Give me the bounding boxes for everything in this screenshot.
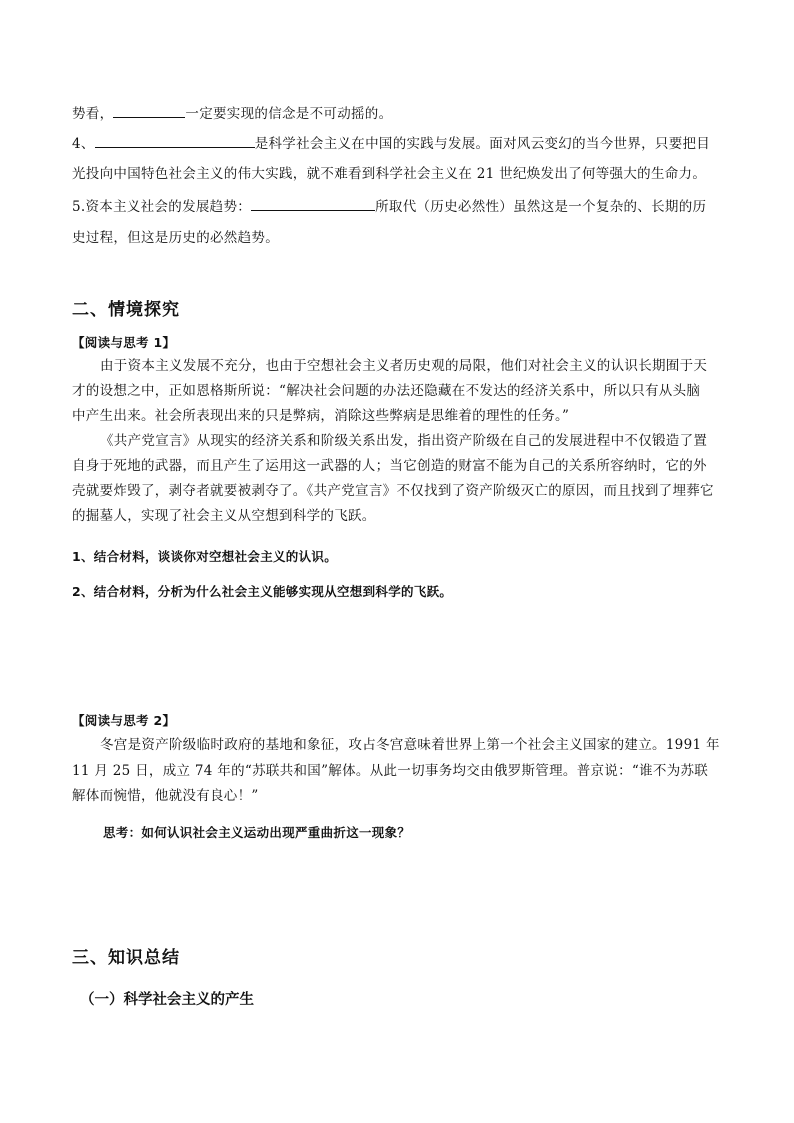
item3-prefix: 势看，: [72, 106, 114, 122]
reading1-p2-line4: 的掘墓人，实现了社会主义从空想到科学的飞跃。: [72, 508, 376, 524]
answer-blank-item3[interactable]: [113, 103, 185, 118]
reading2-line1: 冬宫是资产阶级临时政府的基地和象征，攻占冬宫意味着世界上第一个社会主义国家的建立。1991 年: [100, 737, 720, 753]
section3-title: 三、知识总结: [72, 948, 180, 968]
answer-blank-item5[interactable]: [251, 196, 375, 211]
fill-in-item4-line1: [72, 133, 710, 154]
reading2-line3: 解体而惋惜，他就没有良心！”: [72, 788, 259, 804]
reading1-p2-line3: 壳就要炸毁了，剥夺者就要被剥夺了。《共产党宣言》不仅找到了资产阶级灭亡的原因，而且找到了埋葬它: [72, 483, 714, 499]
reading2-label: 【阅读与思考 2】: [72, 713, 176, 728]
reading2-line2: 11 月 25 日，成立 74 年的“苏联共和国”解体。从此一切事务均交由俄罗斯管理。普京说：“谁不为苏联: [72, 763, 709, 779]
fill-in-item4-line2: 光投向中国特色社会主义的伟大实践，就不难看到科学社会主义在 21 世纪焕发出了何等强大的生命力。: [72, 166, 707, 182]
fill-in-item5-line1: [72, 196, 706, 217]
item5-prefix: 5.资本主义社会的发展趋势：: [72, 199, 252, 215]
item4-number: 4、: [72, 136, 95, 152]
reading2-question: 思考：如何认识社会主义运动出现严重曲折这一现象？: [103, 825, 411, 840]
reading1-p2-line1: 《共产党宣言》从现实的经济关系和阶级关系出发，指出资产阶级在自己的发展进程中不仅锻造了置: [100, 433, 708, 449]
section3-subtitle-1: （一）科学社会主义的产生: [80, 992, 254, 1008]
reading1-question2: 2、结合材料，分析为什么社会主义能够实现从空想到科学的飞跃。: [72, 584, 453, 599]
fill-in-item5-line2: 史过程，但这是历史的必然趋势。: [72, 230, 279, 246]
section2-title: 二、情境探究: [72, 300, 180, 320]
reading1-label: 【阅读与思考 1】: [72, 335, 176, 350]
item3-suffix: 一定要实现的信念是不可动摇的。: [185, 106, 393, 122]
answer-blank-item4[interactable]: [95, 133, 255, 148]
reading1-p1-line3: 中产生出来。社会所表现出来的只是弊病，消除这些弊病是思维着的理性的任务。”: [72, 408, 570, 424]
reading1-p2-line2: 自身于死地的武器，而且产生了运用这一武器的人；当它创造的财富不能为自己的关系所容纳时，它的外: [72, 458, 707, 474]
item4-text-a: 是科学社会主义在中国的实践与发展。面对风云变幻的当今世界，只要把目: [254, 136, 711, 152]
reading1-p1-line1: 由于资本主义发展不充分，也由于空想社会主义者历史观的局限，他们对社会主义的认识长期囿于天: [100, 358, 708, 374]
reading1-question1: 1、结合材料，谈谈你对空想社会主义的认识。: [72, 549, 337, 564]
reading1-p1-line2: 才的设想之中，正如恩格斯所说：“解决社会问题的办法还隐藏在不发达的经济关系中，所以只有从头脑: [72, 383, 701, 399]
item5-suffix: 所取代（历史必然性）虽然这是一个复杂的、长期的历: [375, 199, 707, 215]
fill-in-item3-continuation: [72, 103, 392, 124]
